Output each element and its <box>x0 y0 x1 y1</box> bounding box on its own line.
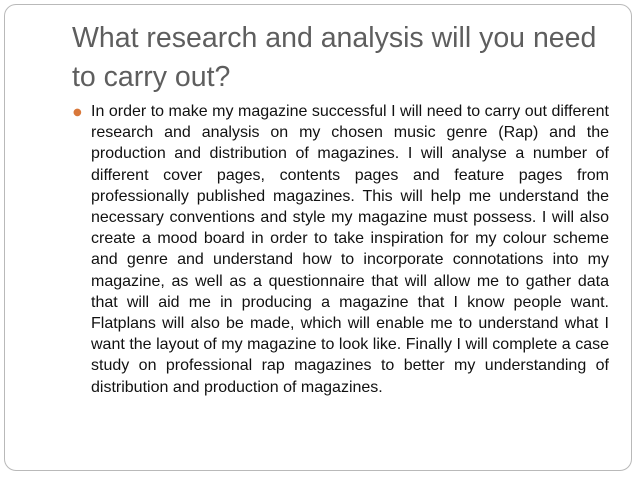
bullet-list <box>73 101 609 398</box>
bullet-icon: ● <box>73 107 82 118</box>
slide-title: What research and analysis will you need to carry out? <box>72 22 597 93</box>
bullet-text: In order to make my magazine successful I will need to carry out different research and analysis on my chosen music genre (Rap) and the production and distribution of magazines. I will analyse a number of different cover pages, contents pages and feature pages from professionally published magazines. This will help me understand the necessary conventions and style my magazine must possess. I will also create a mood board in order to take inspiration for my colour scheme and genre and understand how to incorporate connotations into my magazine, as well as a questionnaire that will allow me to gather data that will aid me in producing a magazine that I know people want. Flatplans will also be made, which will enable me to understand what I want the layout of my magazine to look like. Finally I will complete a case study on professional rap magazines to better my understanding of distribution and production of magazines. <box>91 103 609 396</box>
bullet-item <box>73 101 609 398</box>
slide <box>4 4 632 471</box>
